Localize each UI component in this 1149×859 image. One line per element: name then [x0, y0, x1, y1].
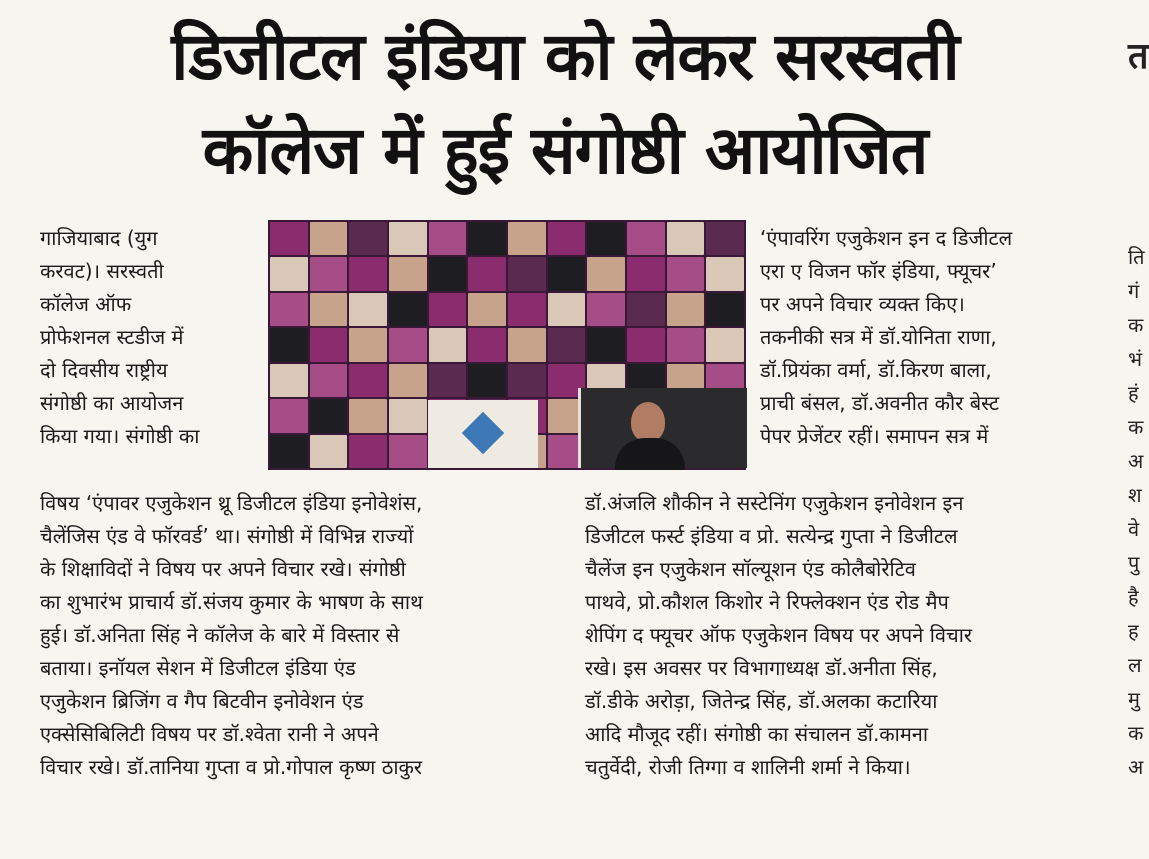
- participant-tile: [627, 293, 665, 326]
- participant-tile: [548, 222, 586, 255]
- edge-char: मु: [1128, 687, 1140, 711]
- text-line: कॉलेज ऑफ: [40, 292, 132, 316]
- participant-tile: [468, 222, 506, 255]
- participant-tile: [468, 364, 506, 397]
- article-column-left-top: [40, 222, 255, 453]
- article-column-right-bottom: [585, 487, 1093, 784]
- participant-tile: [508, 257, 546, 290]
- participant-tile: [508, 222, 546, 255]
- adjacent-article-fragment: [1128, 240, 1146, 850]
- speaker-video: [578, 388, 747, 468]
- text-line: डॉ.डीके अरोड़ा, जितेन्द्र सिंह, डॉ.अलका कटारिया: [585, 689, 938, 713]
- headline-line-1: डिजीटल इंडिया को लेकर सरस्वती: [171, 18, 959, 95]
- text-line: पर अपने विचार व्यक्त किए।: [760, 292, 965, 316]
- text-line: शेपिंग द फ्यूचर ऑफ एजुकेशन विषय पर अपने विचार: [585, 623, 973, 647]
- text-line: किया गया। संगोष्ठी का: [40, 424, 200, 448]
- text-line: विचार रखे। डॉ.तानिया गुप्ता व प्रो.गोपाल कृष्ण ठाकुर: [40, 755, 423, 779]
- headline: [30, 10, 1100, 198]
- participant-tile: [429, 257, 467, 290]
- participant-tile: [587, 257, 625, 290]
- participant-tile: [706, 328, 744, 361]
- text-line: तकनीकी सत्र में डॉ.योनिता राणा,: [760, 325, 997, 349]
- participant-tile: [389, 257, 427, 290]
- speaker-body: [615, 438, 685, 470]
- speaker-face: [631, 402, 665, 442]
- slide-logo-icon: [462, 412, 504, 454]
- text-line: का शुभारंभ प्राचार्य डॉ.संजय कुमार के भाषण के साथ: [40, 590, 423, 614]
- text-line: एरा ए विजन फॉर इंडिया, फ्यूचर’: [760, 259, 997, 283]
- participant-tile: [389, 364, 427, 397]
- text-line: विषय ‘एंपावर एजुकेशन थ्रू डिजीटल इंडिया इनोवेशंस,: [40, 491, 423, 515]
- participant-tile: [270, 257, 308, 290]
- text-line: हुई। डॉ.अनिता सिंह ने कॉलेज के बारे में विस्तार से: [40, 623, 400, 647]
- participant-tile: [310, 222, 348, 255]
- text-line: बताया। इनॉयल सेशन में डिजीटल इंडिया एंड: [40, 656, 356, 680]
- participant-tile: [667, 257, 705, 290]
- edge-char: क: [1128, 313, 1144, 337]
- text-line: डिजीटल फर्स्ट इंडिया व प्रो. सत्येन्द्र गुप्ता ने डिजीटल: [585, 524, 958, 548]
- text-line: गाजियाबाद (युग: [40, 226, 158, 250]
- participant-tile: [587, 293, 625, 326]
- adjacent-article-headline-fragment: त: [1128, 36, 1149, 77]
- participant-tile: [349, 435, 387, 468]
- participant-tile: [389, 435, 427, 468]
- participant-tile: [508, 293, 546, 326]
- participant-tile: [706, 257, 744, 290]
- edge-char: अ: [1128, 755, 1144, 779]
- edge-char: पु: [1128, 551, 1140, 575]
- edge-char: ह: [1128, 619, 1139, 643]
- text-line: डॉ.अंजलि शौकीन ने सस्टेनिंग एजुकेशन इनोवेशन इन: [585, 491, 964, 515]
- participant-tile: [270, 435, 308, 468]
- participant-tile: [310, 364, 348, 397]
- participant-tile: [429, 328, 467, 361]
- participant-tile: [270, 364, 308, 397]
- participant-tile: [548, 293, 586, 326]
- participant-tile: [706, 293, 744, 326]
- participant-tile: [627, 328, 665, 361]
- participant-tile: [310, 293, 348, 326]
- participant-tile: [429, 222, 467, 255]
- participant-tile: [389, 222, 427, 255]
- text-line: एजुकेशन ब्रिजिंग व गैप बिटवीन इनोवेशन एंड: [40, 689, 364, 713]
- edge-char: ल: [1128, 653, 1142, 677]
- text-line: पाथवे, प्रो.कौशल किशोर ने रिफ्लेक्शन एंड रोड मैप: [585, 590, 949, 614]
- article-column-left-bottom: [40, 487, 550, 784]
- participant-tile: [270, 293, 308, 326]
- participant-tile: [587, 222, 625, 255]
- edge-char: श: [1128, 483, 1142, 507]
- text-line: चैलेंज इन एजुकेशन सॉल्यूशन एंड कोलैबोरेटिव: [585, 557, 916, 581]
- participant-tile: [349, 222, 387, 255]
- text-line: प्राची बंसल, डॉ.अवनीत कौर बेस्ट: [760, 391, 1000, 415]
- text-line: दो दिवसीय राष्ट्रीय: [40, 358, 168, 382]
- participant-tile: [310, 257, 348, 290]
- participant-tile: [349, 399, 387, 432]
- participant-tile: [270, 399, 308, 432]
- participant-tile: [389, 293, 427, 326]
- participant-tile: [270, 222, 308, 255]
- participant-tile: [667, 222, 705, 255]
- edge-char: भं: [1128, 347, 1143, 371]
- participant-tile: [548, 257, 586, 290]
- presentation-slide: [428, 400, 538, 468]
- participant-tile: [468, 293, 506, 326]
- article-column-right-top: [760, 222, 1093, 453]
- participant-tile: [389, 399, 427, 432]
- edge-char: है: [1128, 585, 1139, 609]
- participant-tile: [349, 293, 387, 326]
- participant-tile: [667, 293, 705, 326]
- participant-tile: [349, 364, 387, 397]
- participant-tile: [429, 293, 467, 326]
- participant-tile: [468, 328, 506, 361]
- edge-char: वे: [1128, 517, 1140, 541]
- participant-tile: [508, 364, 546, 397]
- webinar-photo: [268, 220, 746, 470]
- edge-char: हं: [1128, 381, 1139, 405]
- text-line: चैलेंजिस एंड वे फॉरवर्ड’ था। संगोष्ठी में विभिन्न राज्यों: [40, 524, 414, 548]
- participant-tile: [429, 364, 467, 397]
- text-line: प्रोफेशनल स्टडीज में: [40, 325, 184, 349]
- edge-char: ति: [1128, 245, 1145, 269]
- participant-tile: [667, 328, 705, 361]
- text-line: ‘एंपावरिंग एजुकेशन इन द डिजीटल: [760, 226, 1013, 250]
- text-line: चतुर्वेदी, रोजी तिग्गा व शालिनी शर्मा ने किया।: [585, 755, 911, 779]
- text-line: रखे। इस अवसर पर विभागाध्यक्ष डॉ.अनीता सिंह,: [585, 656, 938, 680]
- participant-tile: [270, 328, 308, 361]
- text-line: डॉ.प्रियंका वर्मा, डॉ.किरण बाला,: [760, 358, 992, 382]
- participant-tile: [349, 257, 387, 290]
- text-line: करवट)। सरस्वती: [40, 259, 164, 283]
- participant-tile: [310, 399, 348, 432]
- text-line: संगोष्ठी का आयोजन: [40, 391, 184, 415]
- edge-char: अ: [1128, 449, 1144, 473]
- participant-tile: [508, 328, 546, 361]
- participant-tile: [627, 222, 665, 255]
- text-line: पेपर प्रेजेंटर रहीं। समापन सत्र में: [760, 424, 989, 448]
- participant-tile: [389, 328, 427, 361]
- edge-char: गं: [1128, 279, 1140, 303]
- participant-tile: [587, 328, 625, 361]
- participant-tile: [349, 328, 387, 361]
- participant-tile: [706, 222, 744, 255]
- edge-char: क: [1128, 415, 1144, 439]
- text-line: के शिक्षाविदों ने विषय पर अपने विचार रखे। संगोष्ठी: [40, 557, 406, 581]
- participant-tile: [627, 257, 665, 290]
- participant-tile: [310, 328, 348, 361]
- edge-char: क: [1128, 721, 1144, 745]
- participant-tile: [548, 328, 586, 361]
- text-line: एक्सेसिबिलिटी विषय पर डॉ.श्वेता रानी ने अपने: [40, 722, 379, 746]
- text-line: आदि मौजूद रहीं। संगोष्ठी का संचालन डॉ.कामना: [585, 722, 929, 746]
- participant-tile: [310, 435, 348, 468]
- headline-line-2: कॉलेज में हुई संगोष्ठी आयोजित: [202, 112, 928, 189]
- participant-tile: [468, 257, 506, 290]
